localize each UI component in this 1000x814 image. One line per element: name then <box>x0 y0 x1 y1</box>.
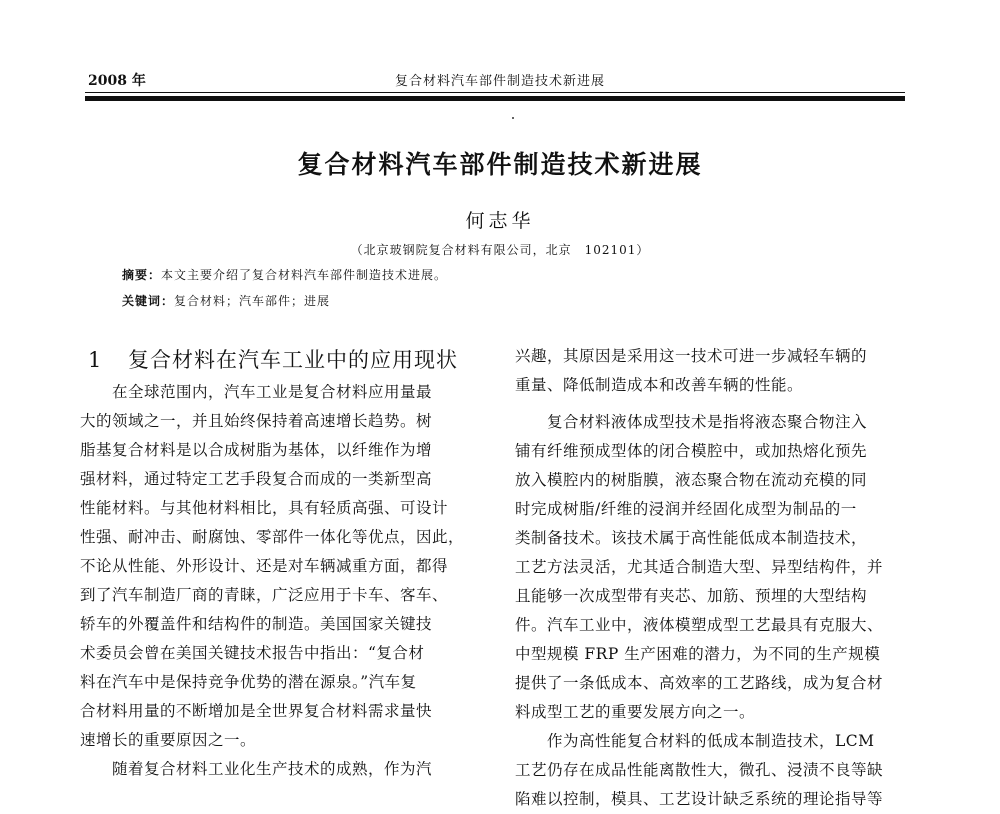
body-line: 工艺方法灵活，尤其适合制造大型、异型结构件，并 <box>515 558 884 576</box>
body-line: 放入模腔内的树脂膜，液态聚合物在流动充模的同 <box>515 471 868 489</box>
body-line: 陷难以控制，模具、工艺设计缺乏系统的理论指导等 <box>515 790 884 808</box>
abstract-text: 本文主要介绍了复合材料汽车部件制造技术进展。 <box>161 268 448 282</box>
body-line: 大的领域之一，并且始终保持着高速增长趋势。树 <box>80 412 433 430</box>
article-title: 复合材料汽车部件制造技术新进展 <box>297 150 703 179</box>
body-line: 料在汽车中是保持竞争优势的潜在源泉。”汽车复 <box>80 673 417 691</box>
keywords-text: 复合材料；汽车部件；进展 <box>174 294 331 308</box>
body-line: 料成型工艺的重要发展方向之一。 <box>515 703 756 721</box>
body-line: 时完成树脂/纤维的浸润并经固化成型为制品的一 <box>515 500 857 518</box>
body-line: 速增长的重要原因之一。 <box>80 731 257 749</box>
body-line: 且能够一次成型带有夹芯、加筋、预埋的大型结构 <box>515 587 868 605</box>
abstract <box>122 266 447 283</box>
body-line: 铺有纤维预成型体的闭合模腔中，或加热熔化预先 <box>515 442 868 460</box>
body-line: 性强、耐冲击、耐腐蚀、零部件一体化等优点，因此， <box>80 528 465 546</box>
abstract-label: 摘要： <box>122 268 162 282</box>
body-line: 作为高性能复合材料的低成本制造技术，LCM <box>547 732 875 750</box>
body-line: 件。汽车工业中，液体模塑成型工艺最具有克服大、 <box>515 616 884 634</box>
body-line: 不论从性能、外形设计、还是对车辆减重方面，都得 <box>80 557 449 575</box>
body-line: 提供了一条低成本、高效率的工艺路线，成为复合材 <box>515 674 884 692</box>
body-line: 脂基复合材料是以合成树脂为基体，以纤维作为增 <box>80 441 433 459</box>
body-line: 复合材料液体成型技术是指将液态聚合物注入 <box>547 413 868 431</box>
decorative-dot <box>512 117 514 119</box>
body-line: 合材料用量的不断增加是全世界复合材料需求量快 <box>80 702 433 720</box>
author-affiliation: （北京玻钢院复合材料有限公司，北京 102101） <box>350 243 650 257</box>
header-rule-thick <box>85 96 905 101</box>
body-line: 兴趣，其原因是采用这一技术可进一步减轻车辆的 <box>515 347 868 365</box>
body-line: 随着复合材料工业化生产技术的成熟，作为汽 <box>112 760 433 778</box>
body-line: 中型规模 FRP 生产困难的潜力，为不同的生产规模 <box>515 645 881 663</box>
section-number: 1 <box>88 348 103 372</box>
header-rule-thin <box>85 92 905 93</box>
section-title: 复合材料在汽车工业中的应用现状 <box>128 348 458 372</box>
body-line: 强材料，通过特定工艺手段复合而成的一类新型高 <box>80 470 433 488</box>
article-author: 何志华 <box>465 210 535 232</box>
body-line: 工艺仍存在成品性能离散性大，微孔、浸渍不良等缺 <box>515 761 884 779</box>
body-line: 轿车的外覆盖件和结构件的制造。美国国家关键技 <box>80 615 433 633</box>
keywords-label: 关键词： <box>122 294 175 308</box>
running-header-title: 复合材料汽车部件制造技术新进展 <box>394 74 605 89</box>
body-line: 类制备技术。该技术属于高性能低成本制造技术， <box>515 529 868 547</box>
right-column <box>515 342 915 814</box>
body-line: 术委员会曾在美国关键技术报告中指出：“复合材 <box>80 644 425 662</box>
body-line: 在全球范围内，汽车工业是复合材料应用量最 <box>112 383 433 401</box>
body-line: 重量、降低制造成本和改善车辆的性能。 <box>515 376 804 394</box>
left-column <box>80 342 480 784</box>
body-line: 性能材料。与其他材料相比，具有轻质高强、可设计 <box>80 499 449 517</box>
keywords <box>122 292 330 309</box>
header-year: 2008 年 <box>88 73 146 89</box>
body-line: 到了汽车制造厂商的青睐，广泛应用于卡车、客车、 <box>80 586 449 604</box>
section-heading <box>80 342 480 378</box>
